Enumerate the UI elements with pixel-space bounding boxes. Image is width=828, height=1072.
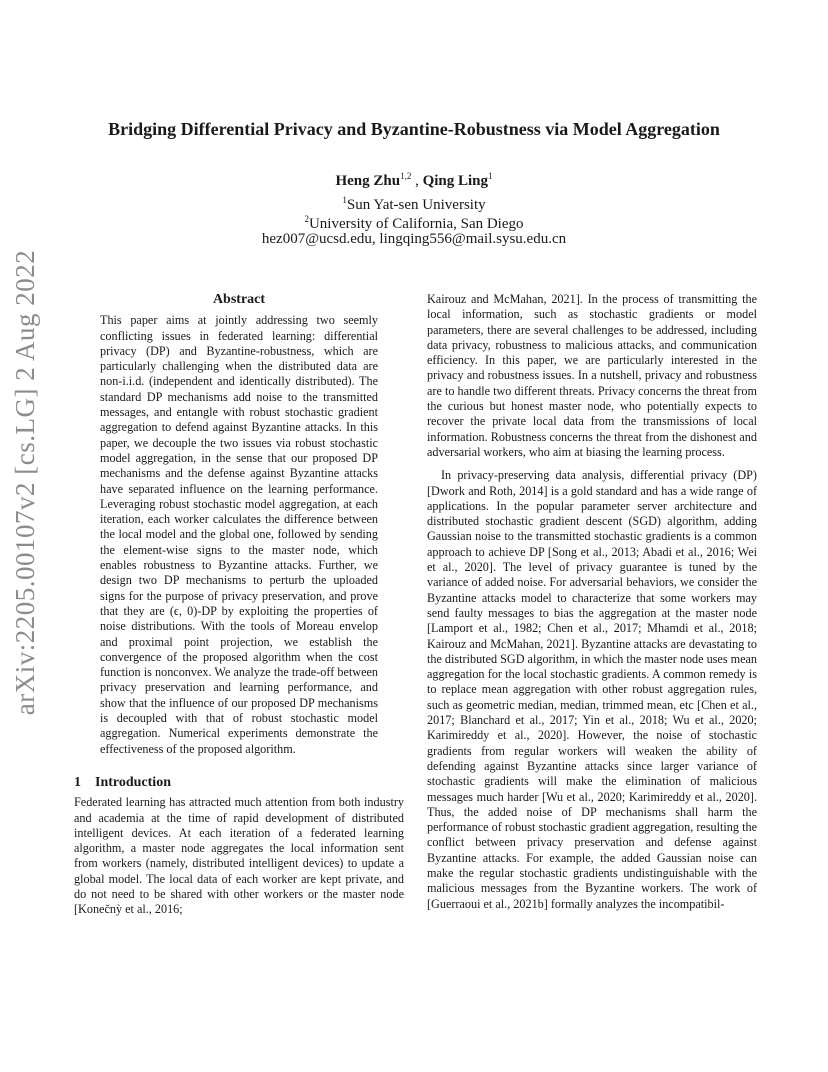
author-superscript: 1,2: [400, 171, 412, 181]
affiliation-name: Sun Yat-sen University: [346, 197, 486, 213]
author-line: [40, 166, 788, 191]
right-column: [427, 292, 757, 912]
abstract-heading: Abstract: [212, 292, 266, 307]
abstract-body: This paper aims at jointly addressing two seemly conflicting issues in federated learning: differential privacy (DP) and Byzantine-robustness, which are particularly challenging when the distributed data are non-i.i.d. (independent and identically distributed). The standard DP mechanisms add noise to the transmitted messages, and entangle with robust stochastic gradient aggregation to defend against Byzantine attacks. In this paper, we decouple the two issues via robust stochastic model aggregation, in the sense that our proposed DP mechanisms and the defense against Byzantine attacks have separated influence on the learning performance. Leveraging robust stochastic model aggregation, at each iteration, each worker calculates the difference between the local model and the global one, followed by sending the element-wise signs to the master node, which enables robustness to Byzantine attacks. Further, we design two DP mechanisms to perturb the uploaded signs for the purpose of privacy preservation, and prove that they are (ϵ, 0)-DP by exploiting the properties of noise distributions. With the tools of Moreau envelop and proximal point projection, we establish the convergence of the proposed algorithm when the cost function is nonconvex. We analyze the trade-off between privacy preservation and learning performance, and show that the influence of our proposed DP mechanisms is decoupled with that of robust stochastic model aggregation. Numerical experiments demonstrate the effectiveness of the proposed algorithm.: [100, 313, 378, 756]
body-paragraph: Kairouz and McMahan, 2021]. In the process of transmitting the local information, such as stochastic gradients or model parameters, there are several challenges to be addressed, including data privacy, robustness to malicious attacks, and communication efficiency. In this paper, we are particularly interested in the privacy and robustness issues. In a nutshell, privacy and robustness are to handle two different threats. Privacy concerns the threat from the curious but honest master node, who potentially expects to recover the private local data from the transmissions of local information. Robustness concerns the threat from the dishonest and adversarial workers, who aim at biasing the learning process.: [427, 292, 757, 459]
author-superscript: 1: [488, 171, 493, 181]
affiliation-name: University of California, San Diego: [308, 216, 524, 232]
left-column: [74, 292, 404, 918]
arxiv-side-stamp: [8, 249, 44, 715]
section-number: 1: [74, 774, 81, 790]
arxiv-identifier: arXiv:2205.00107v2 [cs.LG] 2 Aug 2022: [10, 249, 41, 715]
author-name: Heng Zhu: [335, 173, 401, 189]
author-emails: hez007@ucsd.edu, lingqing556@mail.sysu.edu.cn: [261, 231, 567, 247]
author-name: Qing Ling: [422, 173, 489, 189]
paper-title: Bridging Differential Privacy and Byzantine-Robustness via Model Aggregation: [108, 119, 720, 139]
intro-paragraph: Federated learning has attracted much attention from both industry and academia at the time of rapid development of distributed intelligent devices. At each iteration of a federated learning algorithm, a master node aggregates the local information sent from workers (namely, distributed intelligent devices) to update a global model. The local data of each worker are kept private, and do not need to be shared with other workers or the master node [Konečnỳ et al., 2016;: [74, 795, 404, 917]
section-heading: [74, 775, 404, 790]
affiliation-superscript: 2: [304, 214, 309, 224]
section-title: Introduction: [95, 774, 171, 790]
author-separator: ,: [411, 173, 423, 189]
body-paragraph: In privacy-preserving data analysis, differential privacy (DP) [Dwork and Roth, 2014] is a gold standard and has a wide range of applications. In the popular parameter server architecture and distributed stochastic gradient descent (SGD) algorithm, adding Gaussian noise to the transmitted stochastic gradients is a common approach to achieve DP [Song et al., 2013; Abadi et al., 2016; Wei et al., 2020]. The level of privacy guarantee is tuned by the variance of added noise. For adversarial behaviors, we consider the Byzantine attacks model to characterize that some workers may send faulty messages to bias the aggregation at the master node [Lamport et al., 1982; Chen et al., 2017; Mhamdi et al., 2018; Kairouz and McMahan, 2021]. Byzantine attacks are devastating to the distributed SGD algorithm, in which the master node uses mean aggregation for the local stochastic gradients. A common remedy is to replace mean aggregation with other robust aggregation rules, such as geometric median, median, trimmed mean, etc [Chen et al., 2017; Blanchard et al., 2017; Yin et al., 2018; Wu et al., 2020; Karimireddy et al., 2020]. However, the noise of stochastic gradients from regular workers will weaken the ability of defending against Byzantine attacks since larger variance of stochastic gradients will make the elimination of malicious messages much harder [Wu et al., 2020; Karimireddy et al., 2020]. Thus, the added noise of DP mechanisms shall harm the performance of robust stochastic gradient aggregation, resulting the conflict between privacy preservation and defense against Byzantine attacks. For example, the added Gaussian noise can make the regular stochastic gradients undistinguishable with the malicious messages from the Byzantine workers. The work of [Guerraoui et al., 2021b] formally analyzes the incompatibil-: [427, 468, 758, 911]
affiliation-superscript: 1: [342, 195, 347, 205]
